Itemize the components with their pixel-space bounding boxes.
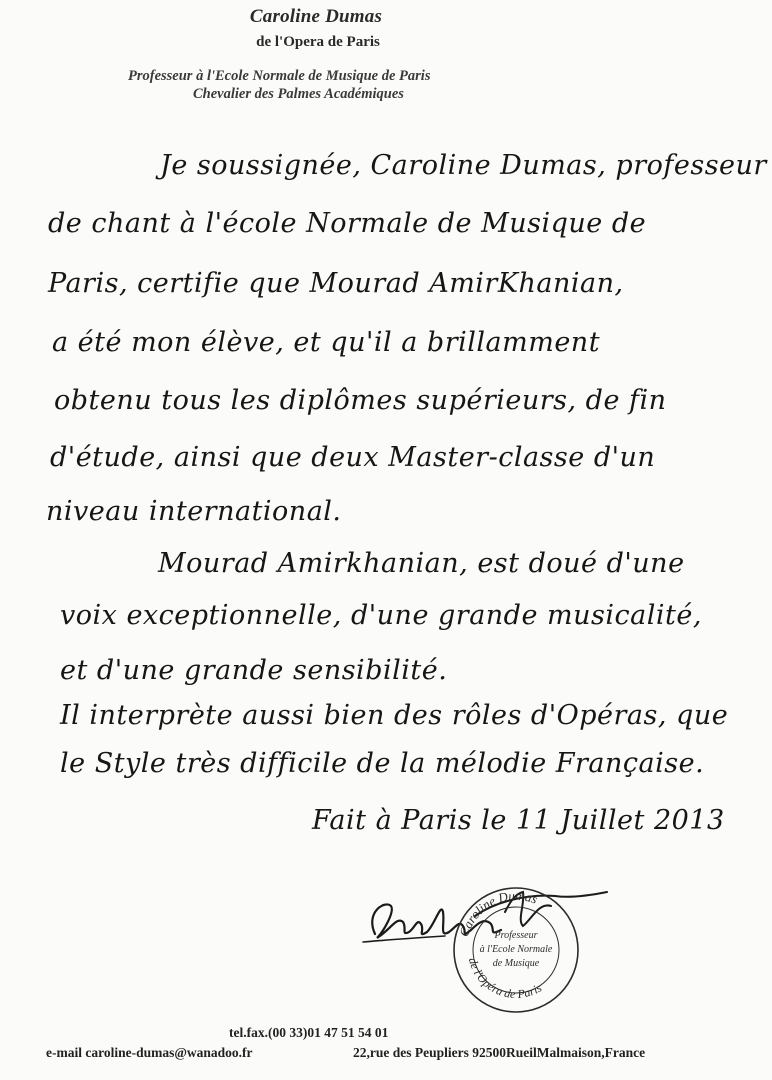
stamp-inner-line-1: Professeur (494, 930, 538, 941)
letter-date-line: Fait à Paris le 11 Juillet 2013 (312, 805, 725, 836)
letter-line-10: et d'une grande sensibilité. (60, 655, 448, 686)
letter-line-6: d'étude, ainsi que deux Master-classe d'un (50, 442, 656, 473)
official-stamp (446, 880, 586, 1020)
letter-line-8: Mourad Amirkhanian, est doué d'une (158, 548, 685, 579)
letter-line-1: Je soussignée, Caroline Dumas, professeur (160, 150, 767, 181)
letterhead-role-line2: Chevalier des Palmes Académiques (193, 86, 404, 102)
letter-line-11: Il interprète aussi bien des rôles d'Opéras, que (60, 700, 729, 731)
stamp-inner-line-3: de Musique (492, 958, 540, 969)
letter-line-5: obtenu tous les diplômes supérieurs, de fin (54, 385, 667, 416)
footer-email: e-mail caroline-dumas@wanadoo.fr (46, 1045, 253, 1060)
stamp-top-text: Caroline Dumas (456, 887, 540, 939)
stamp-outer-text: de l'Opéra de Paris (465, 956, 545, 1002)
letterhead-subtitle: de l'Opera de Paris (256, 34, 380, 50)
footer-address: 22,rue des Peupliers 92500RueilMalmaison,France (353, 1045, 646, 1060)
letterhead-role-line1: Professeur à l'Ecole Normale de Musique de Paris (128, 68, 431, 84)
letter-line-4: a été mon élève, et qu'il a brillamment (52, 327, 601, 358)
letter-line-9: voix exceptionnelle, d'une grande musicalité, (60, 600, 702, 631)
letterhead-name: Caroline Dumas (249, 6, 383, 27)
footer-telephone: tel.fax.(00 33)01 47 51 54 01 (229, 1025, 389, 1040)
stamp-inner-line-2: à l'Ecole Normale (479, 944, 553, 955)
letter-line-3: Paris, certifie que Mourad AmirKhanian, (48, 268, 624, 299)
letter-line-2: de chant à l'école Normale de Musique de (48, 208, 647, 239)
letter-line-7: niveau international. (46, 496, 342, 527)
letter-line-12: le Style très difficile de la mélodie Française. (60, 748, 705, 779)
